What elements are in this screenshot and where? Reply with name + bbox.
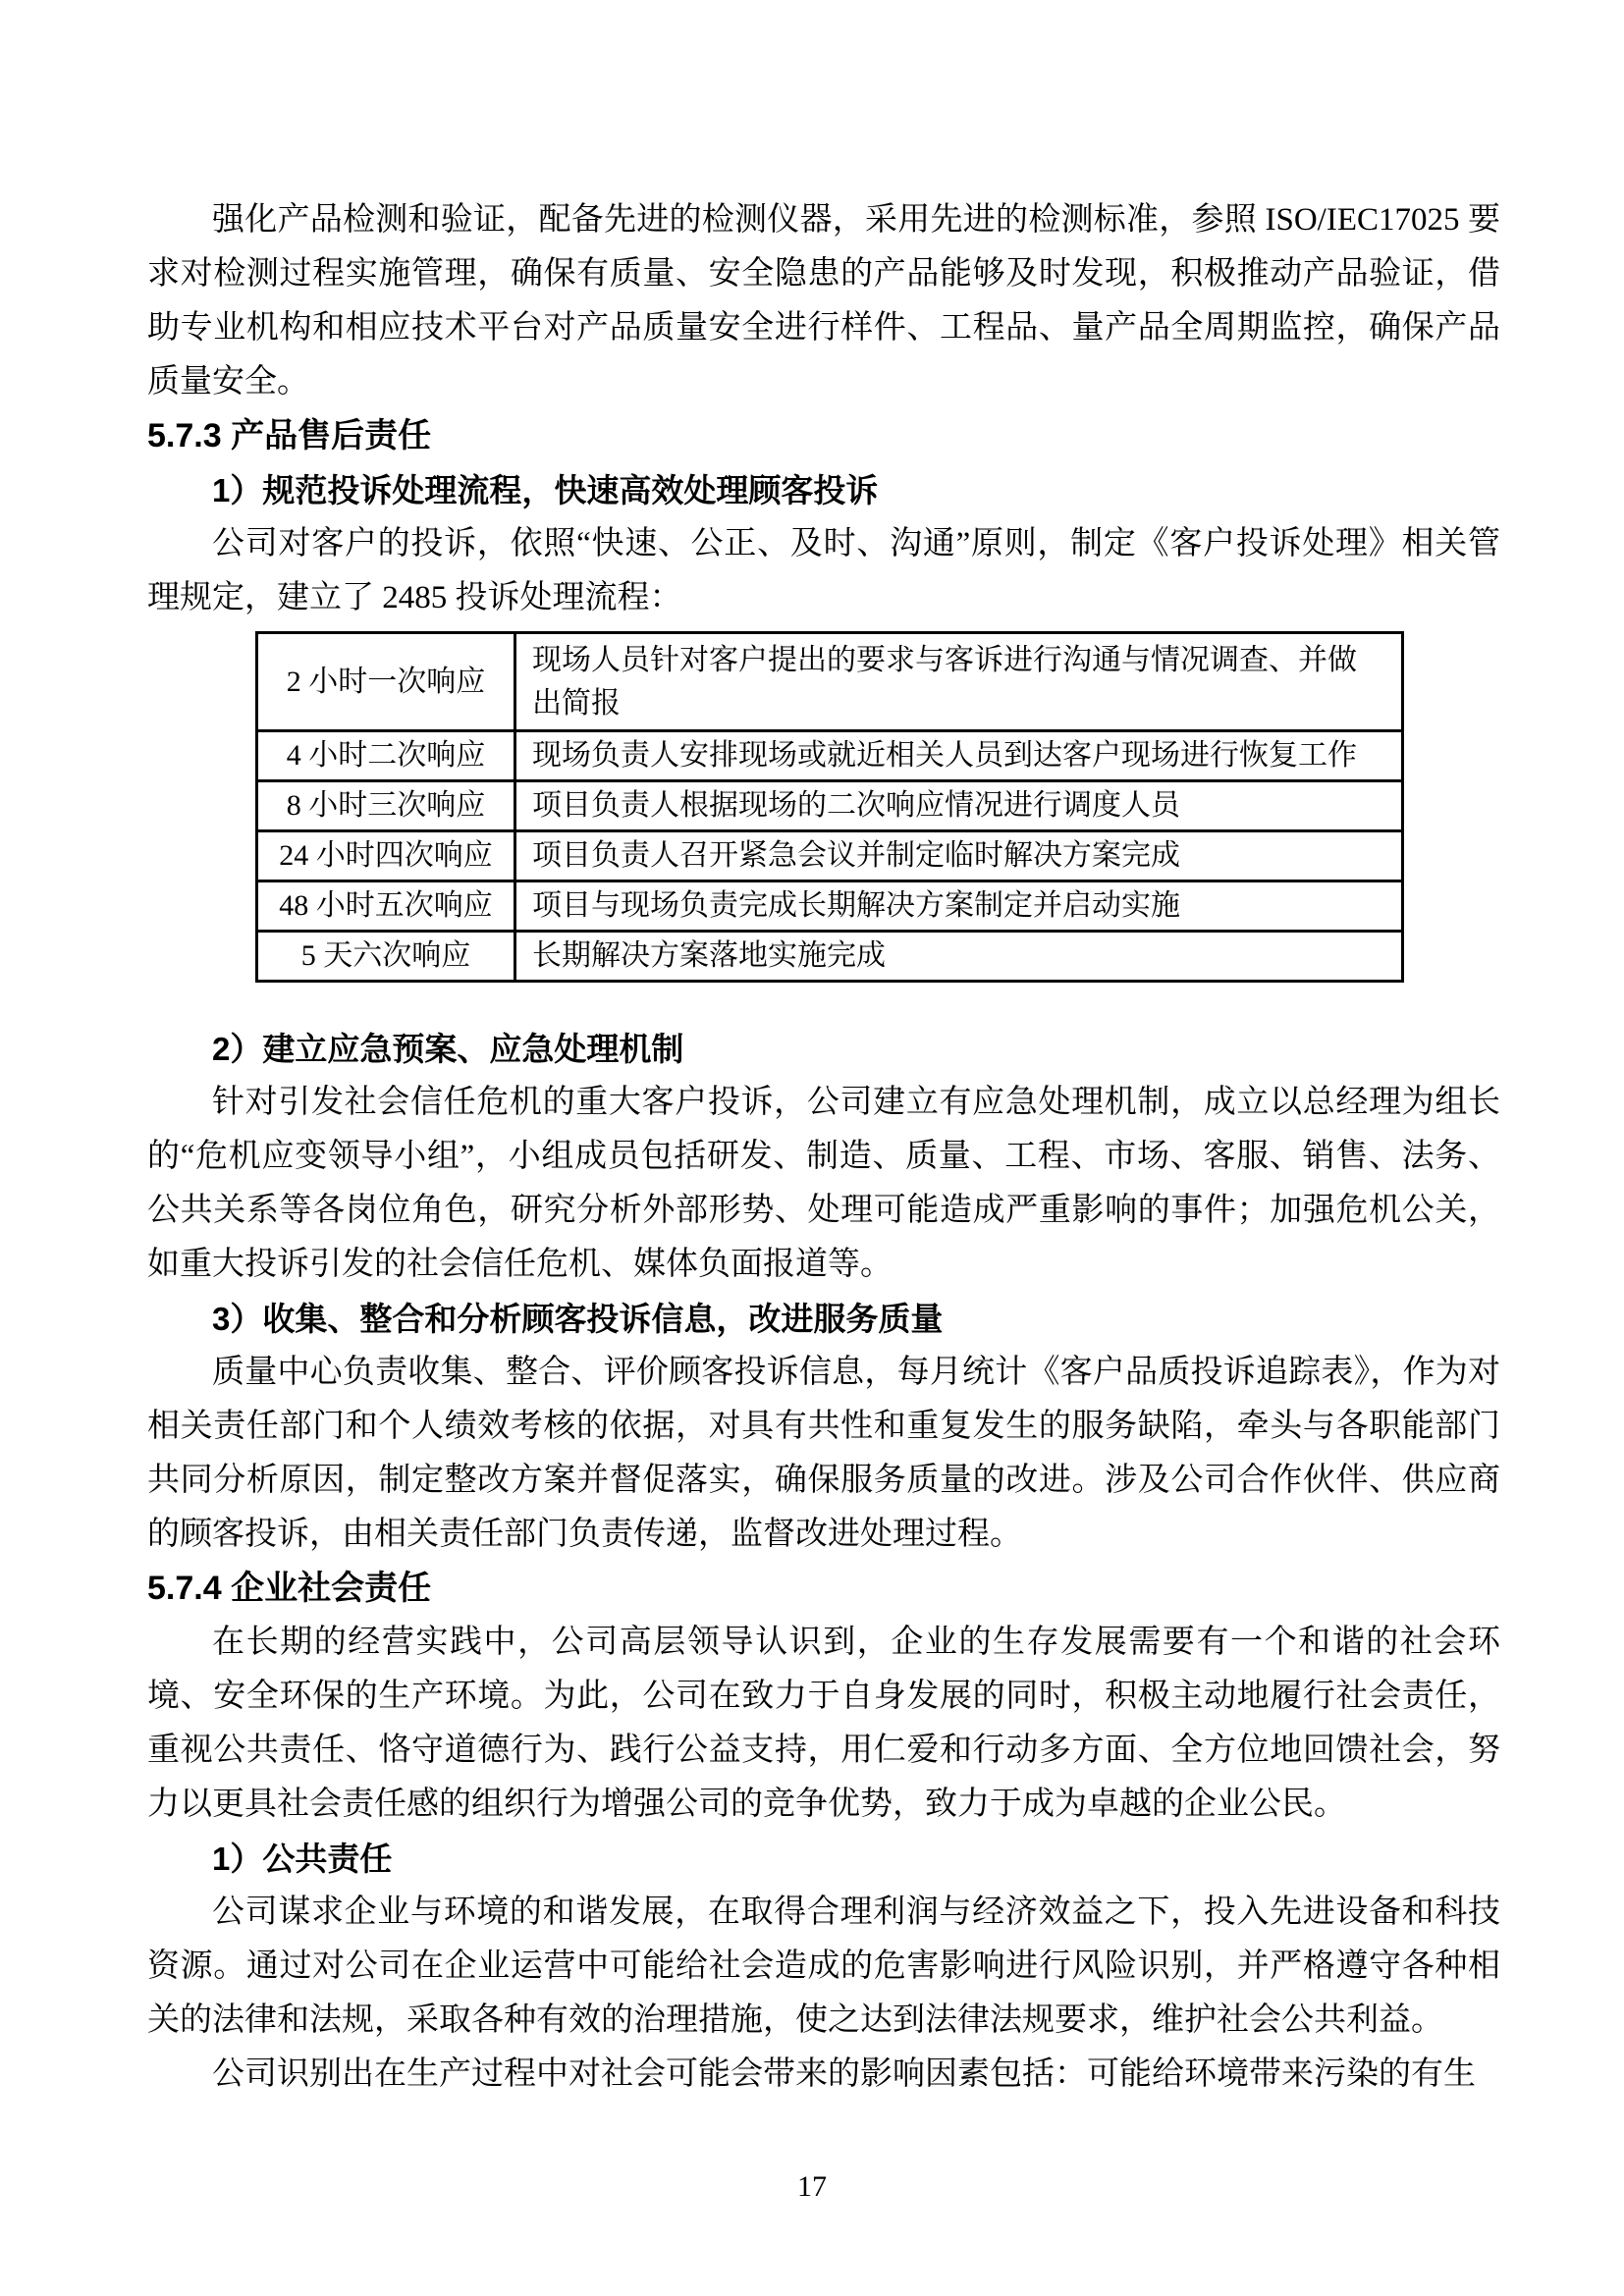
response-time-cell: 5 天六次响应 (257, 932, 515, 982)
response-time-cell: 2 小时一次响应 (257, 633, 515, 731)
csr-paragraph: 在长期的经营实践中，公司高层领导认识到，企业的生存发展需要有一个和谐的社会环境、安全环保的生产环境。为此，公司在致力于自身发展的同时，积极主动地履行社会责任，重视公共责任、恪守道德行为、践行公益支持，用仁爱和行动多方面、全方位地回馈社会，努力以更具社会责任感的组织行为增强公司的竞争优势，致力于成为卓越的企业公民。 (147, 1625, 1500, 1822)
response-action-cell: 现场人员针对客户提出的要求与客诉进行沟通与情况调查、并做出简报 (515, 633, 1403, 731)
impact-factors-paragraph: 公司识别出在生产过程中对社会可能会带来的影响因素包括：可能给环境带来污染的有生 (212, 2056, 1476, 2092)
table-row (257, 731, 1403, 781)
section-heading-5-7-4: 5.7.4 企业社会责任 (147, 1570, 432, 1607)
response-action-cell: 项目负责人根据现场的二次响应情况进行调度人员 (515, 781, 1403, 831)
response-action-cell: 现场负责人安排现场或就近相关人员到达客户现场进行恢复工作 (515, 731, 1403, 781)
response-action-cell: 项目负责人召开紧急会议并制定临时解决方案完成 (515, 831, 1403, 881)
table-row (257, 881, 1403, 932)
response-action-cell: 长期解决方案落地实施完成 (515, 932, 1403, 982)
subsection-heading-complaint-process: 1）规范投诉处理流程，快速高效处理顾客投诉 (212, 472, 879, 508)
table-row (257, 932, 1403, 982)
complaint-policy-paragraph: 公司对客户的投诉，依照“快速、公正、及时、沟通”原则，制定《客户投诉处理》相关管理规定，建立了 2485 投诉处理流程： (147, 526, 1500, 615)
emergency-paragraph: 针对引发社会信任危机的重大客户投诉，公司建立有应急处理机制，成立以总经理为组长的“危机应变领导小组”，小组成员包括研发、制造、质量、工程、市场、客服、销售、法务、公共关系等各岗位角色，研究分析外部形势、处理可能造成严重影响的事件；加强危机公关，如重大投诉引发的社会信任危机、媒体负面报道等。 (147, 1085, 1500, 1282)
response-time-cell: 8 小时三次响应 (257, 781, 515, 831)
subsection-heading-public-responsibility: 1）公共责任 (212, 1841, 393, 1877)
subsection-heading-emergency-plan: 2）建立应急预案、应急处理机制 (212, 1031, 684, 1067)
response-time-cell: 4 小时二次响应 (257, 731, 515, 781)
intro-paragraph: 强化产品检测和验证，配备先进的检测仪器，采用先进的检测标准，参照 ISO/IEC17025 要求对检测过程实施管理，确保有质量、安全隐患的产品能够及时发现，积极推动产品验证，借助专业机构和相应技术平台对产品质量安全进行样件、工程品、量产品全周期监控，确保产品质量安全。 (147, 202, 1500, 400)
table-row (257, 781, 1403, 831)
response-time-cell: 48 小时五次响应 (257, 881, 515, 932)
table-row (257, 633, 1403, 731)
table-row (257, 831, 1403, 881)
collect-analyze-paragraph: 质量中心负责收集、整合、评价顾客投诉信息，每月统计《客户品质投诉追踪表》，作为对相关责任部门和个人绩效考核的依据，对具有共性和重复发生的服务缺陷，牵头与各职能部门共同分析原因，制定整改方案并督促落实，确保服务质量的改进。涉及公司合作伙伴、供应商的顾客投诉，由相关责任部门负责传递，监督改进处理过程。 (147, 1355, 1500, 1552)
response-action-cell: 项目与现场负责完成长期解决方案制定并启动实施 (515, 881, 1403, 932)
page-number: 17 (797, 2170, 827, 2203)
subsection-heading-collect-analyze: 3）收集、整合和分析顾客投诉信息，改进服务质量 (212, 1301, 944, 1337)
section-heading-5-7-3: 5.7.3 产品售后责任 (147, 417, 432, 454)
response-time-table (255, 631, 1404, 983)
response-time-cell: 24 小时四次响应 (257, 831, 515, 881)
public-responsibility-paragraph: 公司谋求企业与环境的和谐发展，在取得合理利润与经济效益之下，投入先进设备和科技资源。通过对公司在企业运营中可能给社会造成的危害影响进行风险识别，并严格遵守各种相关的法律和法规，采取各种有效的治理措施，使之达到法律法规要求，维护社会公共利益。 (147, 1895, 1500, 2038)
